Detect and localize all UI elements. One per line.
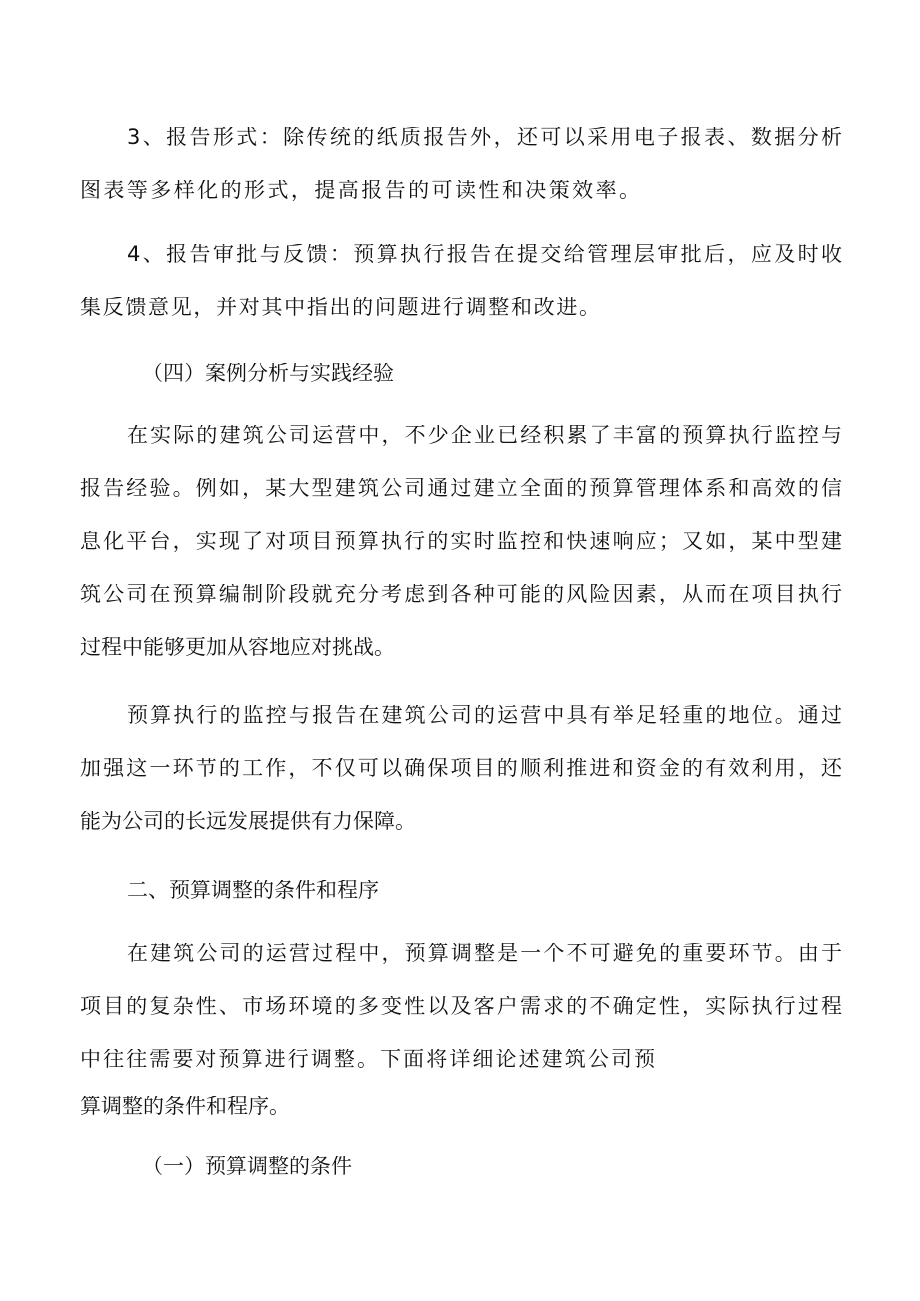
monitoring-paragraph-line-2: 加强这一环节的工作，不仅可以确保项目的顺利推进和资金的有效利用，还 bbox=[80, 758, 842, 779]
case-paragraph-line-5: 过程中能够更加从容地应对挑战。 bbox=[80, 637, 395, 658]
case-paragraph-line-2: 报告经验。例如，某大型建筑公司通过建立全面的预算管理体系和高效的信 bbox=[80, 478, 842, 499]
section-heading-two: 二、预算调整的条件和程序 bbox=[127, 880, 379, 901]
paragraph-4-line-1: 4、报告审批与反馈：预算执行报告在提交给管理层审批后，应及时收 bbox=[127, 244, 842, 265]
monitoring-paragraph-line-3: 能为公司的长远发展提供有力保障。 bbox=[80, 811, 416, 832]
adjustment-paragraph-line-3: 中往往需要对预算进行调整。下面将详细论述建筑公司预 bbox=[80, 1049, 655, 1070]
case-paragraph-line-3: 息化平台，实现了对项目预算执行的实时监控和快速响应；又如，某中型建 bbox=[80, 531, 842, 552]
adjustment-paragraph-line-4: 算调整的条件和程序。 bbox=[80, 1096, 290, 1117]
paragraph-3-line-2: 图表等多样化的形式，提高报告的可读性和决策效率。 bbox=[80, 180, 640, 201]
adjustment-paragraph-line-1: 在建筑公司的运营过程中，预算调整是一个不可避免的重要环节。由于 bbox=[127, 943, 842, 964]
paragraph-4-line-2: 集反馈意见，并对其中指出的问题进行调整和改进。 bbox=[80, 297, 600, 318]
case-paragraph-line-4: 筑公司在预算编制阶段就充分考虑到各种可能的风险因素，从而在项目执行 bbox=[80, 584, 842, 605]
case-paragraph-line-1: 在实际的建筑公司运营中，不少企业已经积累了丰富的预算执行监控与 bbox=[127, 425, 842, 446]
paragraph-3-line-1: 3、报告形式：除传统的纸质报告外，还可以采用电子报表、数据分析 bbox=[127, 127, 842, 148]
adjustment-paragraph-line-2: 项目的复杂性、市场环境的多变性以及客户需求的不确定性，实际执行过程 bbox=[80, 996, 842, 1017]
section-heading-four: （四）案例分析与实践经验 bbox=[142, 363, 394, 384]
subsection-heading-one: （一）预算调整的条件 bbox=[142, 1156, 352, 1177]
monitoring-paragraph-line-1: 预算执行的监控与报告在建筑公司的运营中具有举足轻重的地位。通过 bbox=[127, 705, 842, 726]
